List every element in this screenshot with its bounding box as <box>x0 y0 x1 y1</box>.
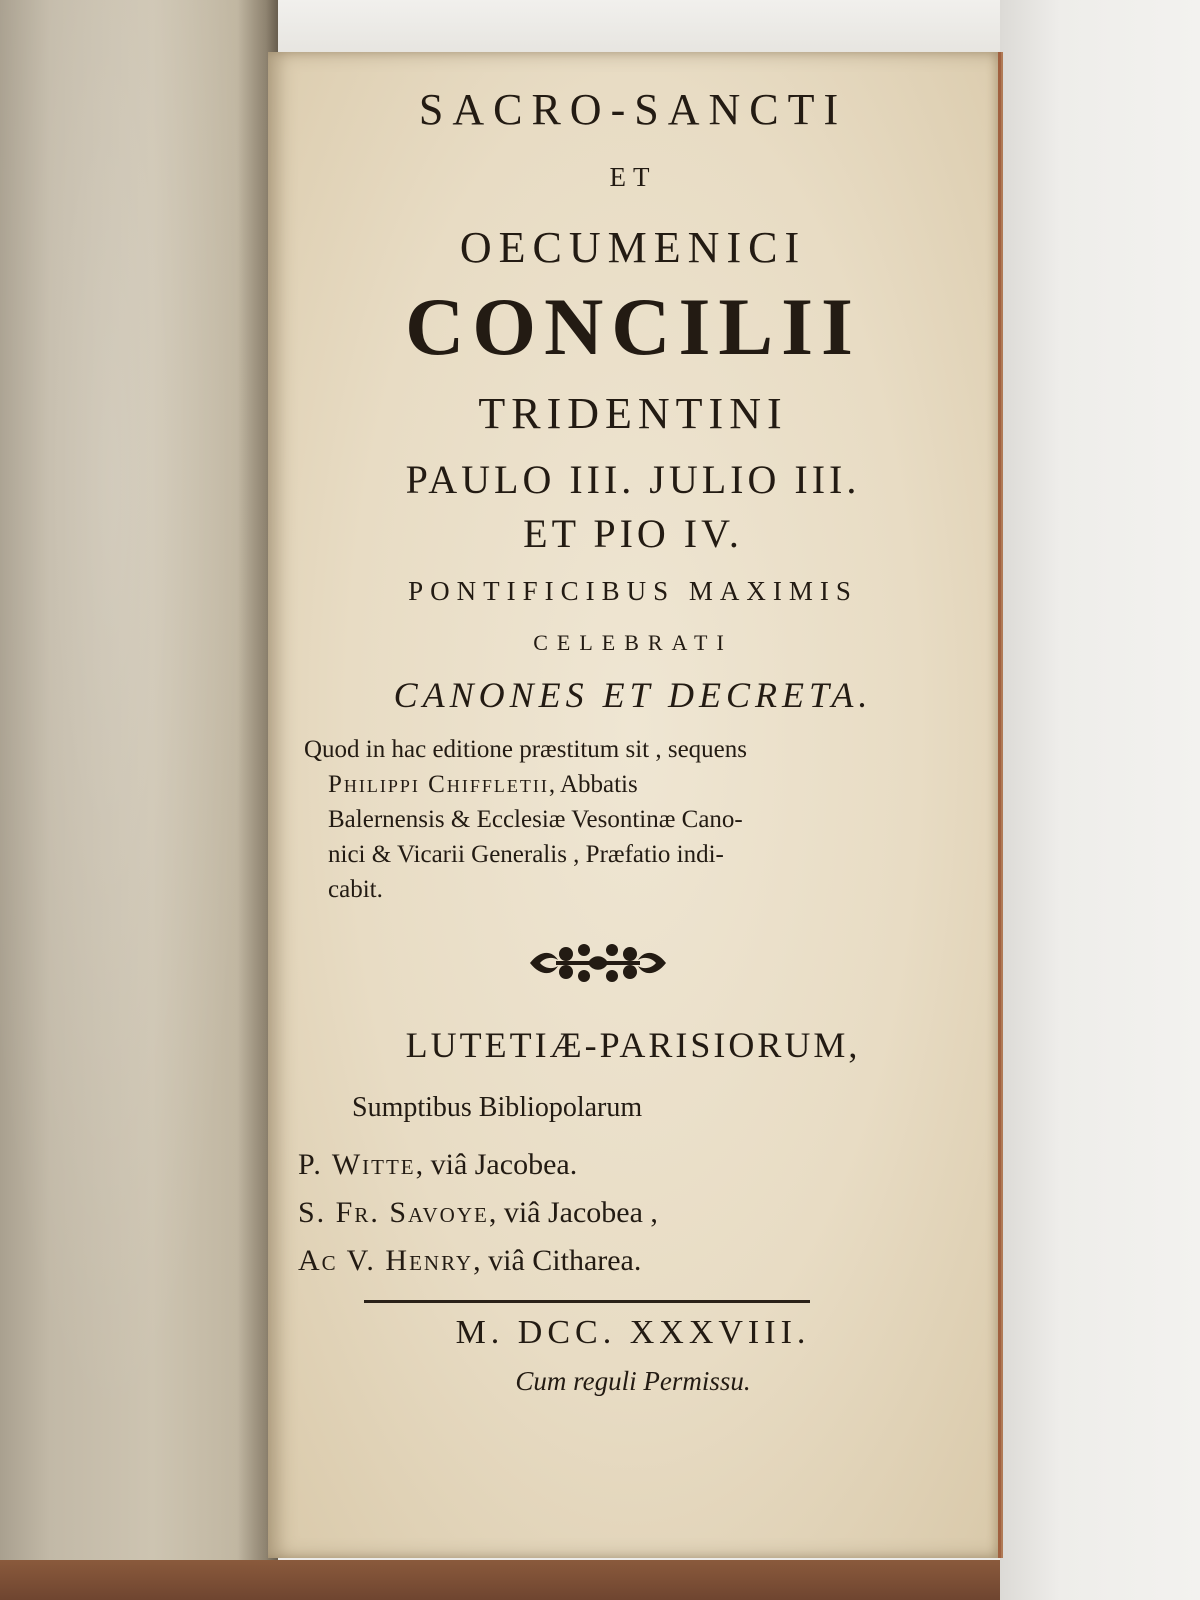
publisher-line-henry <box>298 1244 641 1278</box>
publisher-street: , viâ Jacobea , <box>488 1196 658 1229</box>
title-line-canones: CANONES ET DECRETA. <box>393 675 873 715</box>
title-line-oecumenici: OECUMENICI <box>459 223 807 272</box>
sumptibus-line: Sumptibus Bibliopolarum <box>352 1092 643 1123</box>
title-line-popes: PAULO III. JULIO III. <box>405 457 861 502</box>
title-line-pontificibus: PONTIFICIBUS MAXIMIS <box>408 576 858 606</box>
background-right <box>1000 0 1200 1600</box>
title-line-tridentini: TRIDENTINI <box>478 389 788 438</box>
background-top <box>270 0 1000 58</box>
publisher-name: Ac V. Henry <box>298 1244 474 1277</box>
imprint-place: LUTETIÆ-PARISIORUM, <box>405 1025 861 1065</box>
publisher-street: , viâ Jacobea. <box>415 1148 578 1181</box>
description-line-5: cabit. <box>328 876 383 903</box>
publisher-line-savoye <box>298 1196 658 1230</box>
description-line-2 <box>328 767 948 802</box>
divider-rule <box>364 1300 810 1303</box>
title-line-pio: ET PIO IV. <box>523 511 743 556</box>
publisher-name: P. Witte <box>298 1148 416 1181</box>
left-page <box>0 0 278 1600</box>
description-line-4: nici & Vicarii Generalis , Præfatio indi- <box>328 841 724 868</box>
editor-title: , Abbatis <box>548 771 638 798</box>
publisher-street: , viâ Citharea. <box>473 1244 642 1277</box>
publisher-line-witte <box>298 1148 577 1182</box>
publication-date: M. DCC. XXXVIII. <box>455 1314 811 1351</box>
description-line-3: Balernensis & Ecclesiæ Vesontinæ Cano- <box>328 806 743 833</box>
publisher-name: S. Fr. Savoye <box>298 1196 489 1229</box>
title-line-sacro-sancti: SACRO-SANCTI <box>418 85 848 134</box>
title-line-et: ET <box>609 162 657 192</box>
title-page <box>268 52 1001 1558</box>
title-line-concilii: CONCILII <box>405 281 861 372</box>
cover-board <box>0 1560 1000 1600</box>
editor-name: Philippi Chiffletii <box>328 771 549 798</box>
title-line-celebrati: CELEBRATI <box>533 630 733 655</box>
fleuron-ornament-icon <box>526 938 670 988</box>
description-line-1: Quod in hac editione præstitum sit , sequens <box>304 736 748 763</box>
permission-line: Cum reguli Permissu. <box>515 1366 751 1396</box>
